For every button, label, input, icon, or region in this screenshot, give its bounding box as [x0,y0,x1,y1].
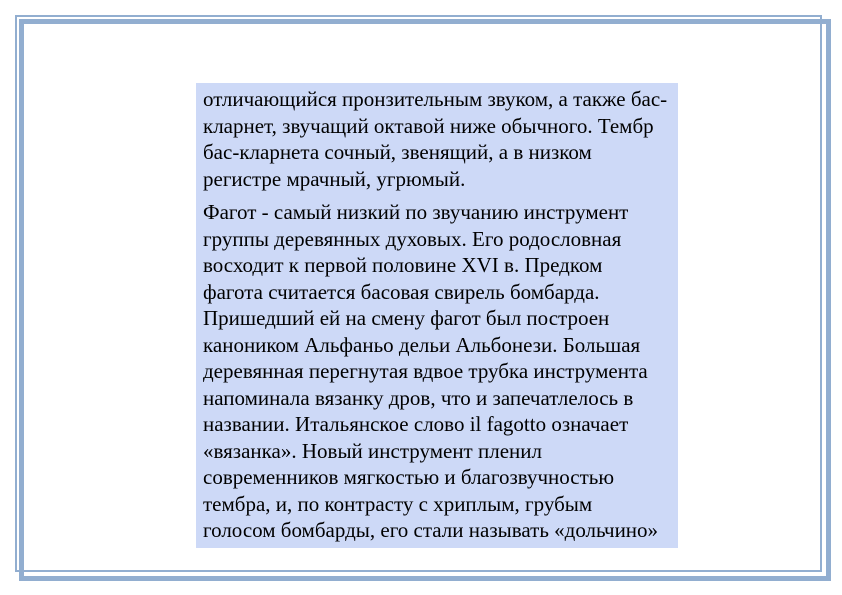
text-line: названии. Итальянское слово il fagotto означает [203,412,629,436]
text-line: «вязанка». Новый инструмент пленил [203,438,542,463]
text-line: отличающийся пронзительным звуком, а также бас- [203,87,668,111]
text-line: группы деревянных духовых. Его родословная [203,226,622,251]
text-line: Пришедший ей на смену фагот был построен [203,306,610,330]
text-line: деревянная перегнутая вдвое трубка инструмента [203,359,648,383]
text-line: Фагот - самый низкий по звучанию инструмент [203,200,629,224]
text-line: восходит к первой половине XVI в. Предком [203,253,603,277]
text-line: бас-кларнета сочный, звенящий, а в низком [203,140,592,164]
paragraph-bassoon [203,199,676,544]
text-line: регистре мрачный, угрюмый. [203,166,466,191]
text-line: кларнет, звучащий октавой ниже обычного. Тембр [203,113,654,138]
text-line: напоминала вязанку дров, что и запечатлелось в [203,385,634,410]
text-line: голосом бомбарды, его стали называть «дольчино» [203,518,659,542]
text-line: тембра, и, по контрасту с хриплым, грубым [203,491,593,516]
text-line: современников мягкостью и благозвучностью [203,465,615,489]
text-line: каноником Альфаньо дельи Альбонези. Большая [203,332,641,357]
slide-text-block [196,83,678,548]
paragraph-bass-clarinet [203,86,676,192]
text-line: фагота считается басовая свирель бомбарда. [203,279,600,304]
